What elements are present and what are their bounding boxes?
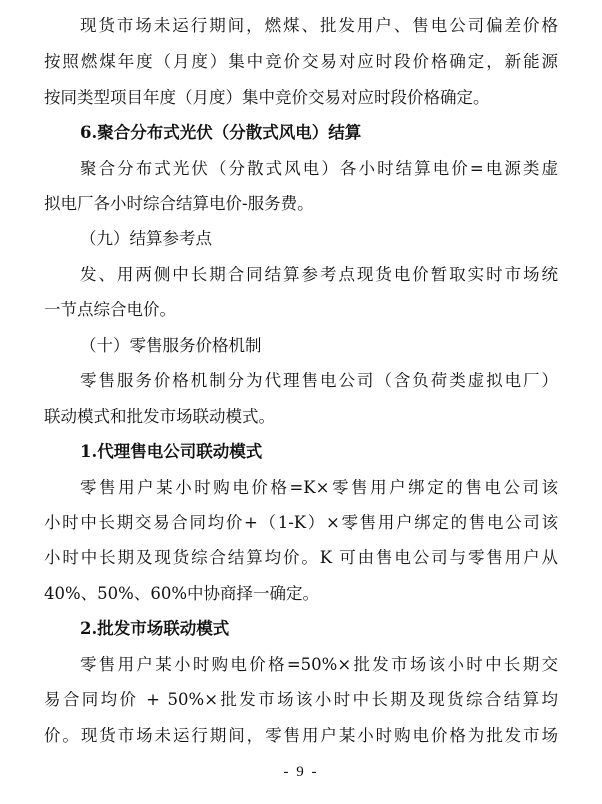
paragraph-line: 聚合分布式光伏（分散式风电）各小时结算电价=电源类虚 — [80, 159, 558, 178]
paragraph-line: 按照燃煤年度（月度）集中竞价交易对应时段价格确定，新能源 — [44, 52, 558, 71]
paragraph-line: 小时中长期及现货综合结算均价。K 可由售电公司与零售用户从 — [44, 548, 558, 567]
paragraph-line: 联动模式和批发市场联动模式。 — [44, 407, 275, 426]
paragraph-line: 价。现货市场未运行期间，零售用户某小时购电价格为批发市场 — [44, 726, 558, 745]
paragraph-line: 小时中长期交易合同均价+（1-K）×零售用户绑定的售电公司该 — [44, 513, 558, 532]
paragraph-line: 40%、50%、60%中协商择一确定。 — [44, 584, 320, 603]
section-heading-9: （九）结算参考点 — [80, 229, 212, 248]
section-heading-10: （十）零售服务价格机制 — [80, 336, 262, 355]
paragraph-line: 零售服务价格机制分为代理售电公司（含负荷类虚拟电厂） — [80, 371, 558, 390]
section-heading-2: 2.批发市场联动模式 — [80, 619, 230, 638]
paragraph-line: 发、用两侧中长期合同结算参考点现货电价暂取实时市场统 — [80, 265, 558, 284]
paragraph-line: 零售用户某小时购电价格=K×零售用户绑定的售电公司该 — [80, 478, 558, 497]
paragraph-line: 易合同均价 + 50%×批发市场该小时中长期及现货综合结算均 — [44, 690, 558, 709]
section-heading-6: 6.聚合分布式光伏（分散式风电）结算 — [80, 123, 362, 142]
paragraph-line: 按同类型项目年度（月度）集中竞价交易对应时段价格确定。 — [44, 88, 490, 107]
paragraph-line: 拟电厂各小时综合结算电价-服务费。 — [44, 194, 314, 213]
section-heading-1: 1.代理售电公司联动模式 — [80, 442, 263, 461]
paragraph-line: 一节点综合电价。 — [44, 300, 176, 319]
paragraph-line: 零售用户某小时购电价格=50%×批发市场该小时中长期交 — [80, 655, 558, 674]
paragraph-line: 现货市场未运行期间，燃煤、批发用户、售电公司偏差价格 — [80, 16, 558, 35]
page-number: - 9 - — [283, 764, 319, 780]
